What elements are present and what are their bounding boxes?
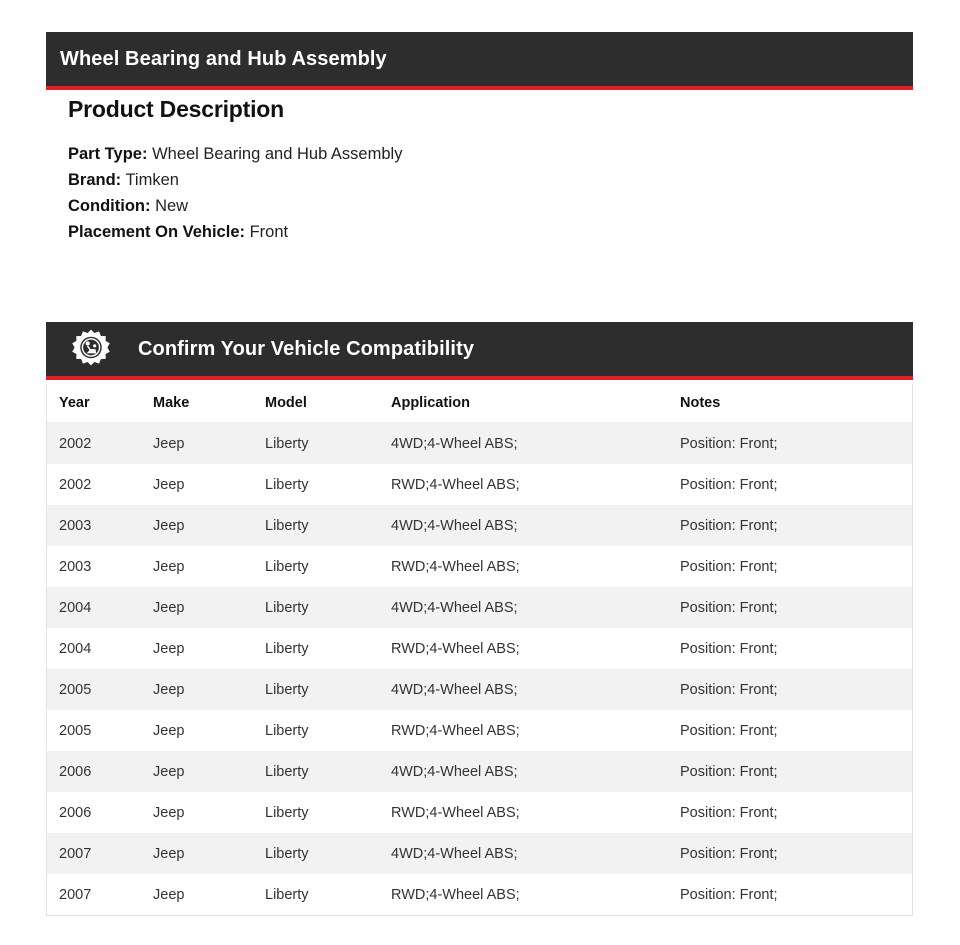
cell-make: Jeep [153, 599, 185, 616]
table-row [47, 710, 912, 751]
cell-make: Jeep [153, 435, 185, 452]
product-description-section [68, 96, 528, 245]
cell-notes: Position: Front; [680, 886, 778, 903]
table-row [47, 628, 912, 669]
cell-application: RWD;4-Wheel ABS; [391, 804, 520, 821]
cell-make: Jeep [153, 558, 185, 575]
spec-row-placement [68, 219, 528, 245]
product-spec-list [68, 141, 528, 245]
cell-year: 2006 [59, 804, 92, 821]
cell-year: 2003 [59, 558, 92, 575]
spec-label-brand: Brand: [68, 171, 122, 189]
cell-make: Jeep [153, 886, 185, 903]
spec-value-condition: New [155, 197, 189, 215]
table-row [47, 546, 912, 587]
table-row [47, 505, 912, 546]
cell-make: Jeep [153, 517, 185, 534]
cell-make: Jeep [153, 681, 185, 698]
cell-year: 2002 [59, 435, 92, 452]
compatibility-table-body [47, 423, 912, 916]
cell-make: Jeep [153, 722, 185, 739]
cell-application: RWD;4-Wheel ABS; [391, 886, 520, 903]
compatibility-table-head [47, 384, 912, 423]
cell-notes: Position: Front; [680, 640, 778, 657]
cell-make: Jeep [153, 640, 185, 657]
cell-model: Liberty [265, 681, 309, 698]
cell-application: RWD;4-Wheel ABS; [391, 640, 520, 657]
cell-notes: Position: Front; [680, 476, 778, 493]
table-row [47, 669, 912, 710]
cell-application: 4WD;4-Wheel ABS; [391, 763, 518, 780]
table-header-row [47, 384, 912, 423]
cell-application: 4WD;4-Wheel ABS; [391, 845, 518, 862]
cell-year: 2004 [59, 599, 92, 616]
cell-year: 2006 [59, 763, 92, 780]
cell-application: RWD;4-Wheel ABS; [391, 558, 520, 575]
cell-application: RWD;4-Wheel ABS; [391, 722, 520, 739]
spec-value-part-type: Wheel Bearing and Hub Assembly [152, 145, 403, 163]
cell-notes: Position: Front; [680, 804, 778, 821]
column-header-make: Make [153, 384, 265, 423]
compatibility-table-container [46, 384, 913, 916]
table-row [47, 792, 912, 833]
cell-application: 4WD;4-Wheel ABS; [391, 681, 518, 698]
cell-model: Liberty [265, 517, 309, 534]
cell-notes: Position: Front; [680, 435, 778, 452]
cell-model: Liberty [265, 476, 309, 493]
cell-year: 2007 [59, 886, 92, 903]
page-title: Wheel Bearing and Hub Assembly [60, 47, 387, 70]
table-row [47, 874, 912, 915]
spec-value-brand: Timken [125, 171, 179, 189]
cell-notes: Position: Front; [680, 517, 778, 534]
cell-year: 2003 [59, 517, 92, 534]
cell-model: Liberty [265, 763, 309, 780]
cell-model: Liberty [265, 640, 309, 657]
cell-year: 2004 [59, 640, 92, 657]
spec-label-placement: Placement On Vehicle: [68, 223, 245, 241]
column-header-notes: Notes [680, 384, 912, 423]
table-row [47, 423, 912, 465]
cell-model: Liberty [265, 558, 309, 575]
column-header-year: Year [47, 384, 153, 423]
cell-make: Jeep [153, 476, 185, 493]
cell-make: Jeep [153, 763, 185, 780]
cell-notes: Position: Front; [680, 681, 778, 698]
spec-row-condition [68, 193, 528, 219]
column-header-application: Application [391, 384, 680, 423]
cell-make: Jeep [153, 845, 185, 862]
product-description-heading: Product Description [68, 96, 285, 122]
cell-model: Liberty [265, 845, 309, 862]
cell-model: Liberty [265, 886, 309, 903]
table-row [47, 833, 912, 874]
cell-model: Liberty [265, 722, 309, 739]
table-row [47, 751, 912, 792]
cell-model: Liberty [265, 804, 309, 821]
cell-notes: Position: Front; [680, 845, 778, 862]
cell-application: 4WD;4-Wheel ABS; [391, 599, 518, 616]
gear-wrench-icon [70, 328, 112, 370]
cell-make: Jeep [153, 804, 185, 821]
cell-notes: Position: Front; [680, 722, 778, 739]
product-title-banner [46, 32, 913, 90]
cell-model: Liberty [265, 435, 309, 452]
cell-application: 4WD;4-Wheel ABS; [391, 517, 518, 534]
spec-value-placement: Front [249, 223, 289, 241]
cell-year: 2007 [59, 845, 92, 862]
cell-model: Liberty [265, 599, 309, 616]
cell-application: RWD;4-Wheel ABS; [391, 476, 520, 493]
cell-notes: Position: Front; [680, 558, 778, 575]
compatibility-table [47, 384, 912, 915]
spec-label-condition: Condition: [68, 197, 151, 215]
cell-notes: Position: Front; [680, 599, 778, 616]
column-header-model: Model [265, 384, 391, 423]
compatibility-heading: Confirm Your Vehicle Compatibility [138, 337, 475, 360]
compatibility-banner [46, 322, 913, 380]
spec-row-brand [68, 167, 528, 193]
cell-year: 2005 [59, 722, 92, 739]
cell-notes: Position: Front; [680, 763, 778, 780]
spec-row-part-type [68, 141, 528, 167]
spec-label-part-type: Part Type: [68, 145, 148, 163]
table-row [47, 587, 912, 628]
cell-application: 4WD;4-Wheel ABS; [391, 435, 518, 452]
table-row [47, 464, 912, 505]
cell-year: 2002 [59, 476, 92, 493]
cell-year: 2005 [59, 681, 92, 698]
